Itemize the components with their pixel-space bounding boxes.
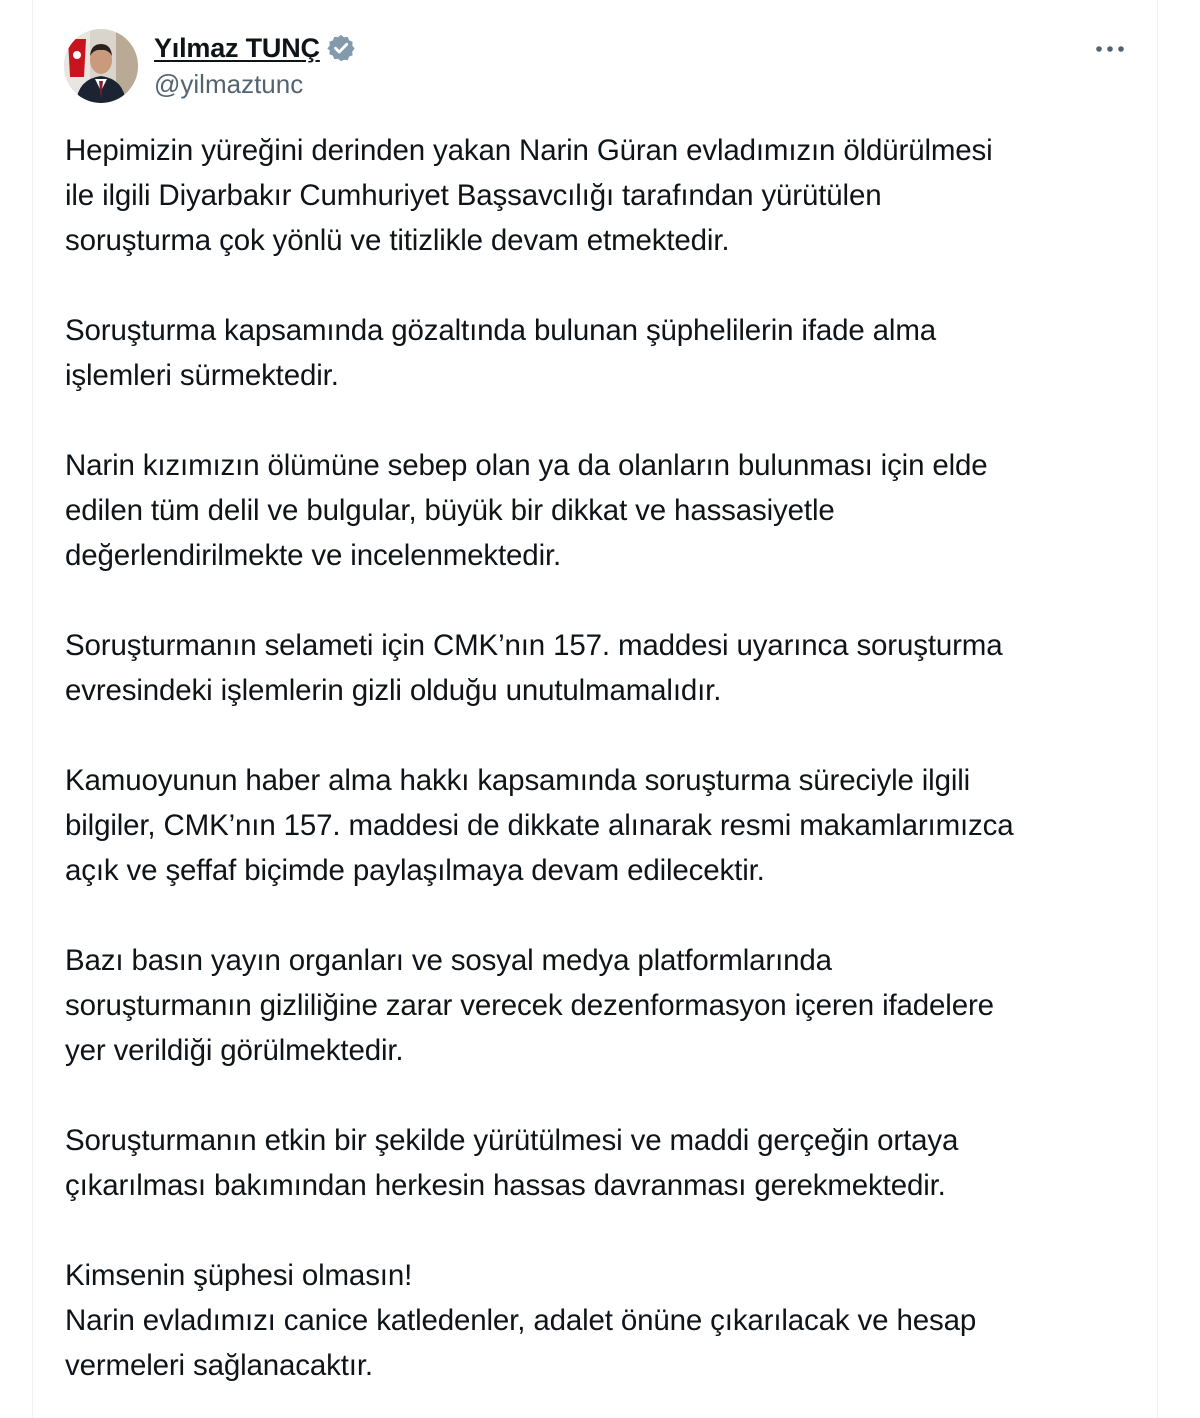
tweet-paragraph: Soruşturmanın selameti için CMK’nın 157. maddesi uyarınca soruşturma evresindeki işlemlerin gizli olduğu unutulmamalıdır. <box>65 629 1003 707</box>
tweet-paragraph: Soruşturmanın etkin bir şekilde yürütülmesi ve maddi gerçeğin ortaya çıkarılması bakımından herkesin hassas davranması gerekmektedir. <box>65 1124 959 1202</box>
more-horizontal-icon <box>1095 45 1125 53</box>
tweet-paragraph: Kamuoyunun haber alma hakkı kapsamında soruşturma süreciyle ilgili bilgiler, CMK’nın 157. maddesi de dikkate alınarak resmi makamlarımızca açık ve şeffaf biçimde paylaşılmaya devam edilecektir. <box>65 764 1014 887</box>
author-name-row <box>154 30 356 66</box>
verified-badge-icon <box>326 33 356 63</box>
tweet-text <box>65 128 1140 1388</box>
more-options-button[interactable] <box>1090 34 1130 64</box>
author-handle[interactable]: @yilmaztunc <box>154 69 304 99</box>
tweet-paragraph: Narin kızımızın ölümüne sebep olan ya da olanların bulunması için elde edilen tüm delil ve bulgular, büyük bir dikkat ve hassasiyetle değerlendirilmekte ve incelenmektedir. <box>65 449 988 572</box>
tweet-paragraph: Hepimizin yüreğini derinden yakan Narin Güran evladımızın öldürülmesi ile ilgili Diyarbakır Cumhuriyet Başsavcılığı tarafından yürütülen soruşturma çok yönlü ve titizlikle devam etmektedir. <box>65 134 993 257</box>
tweet-paragraph: Soruşturma kapsamında gözaltında bulunan şüphelilerin ifade alma işlemleri sürmektedir. <box>65 314 937 392</box>
avatar[interactable] <box>64 29 138 103</box>
tweet-paragraph: Bazı basın yayın organları ve sosyal medya platformlarında soruşturmanın gizliliğine zarar verecek dezenformasyon içeren ifadelere yer verildiği görülmektedir. <box>65 944 994 1067</box>
display-name[interactable]: Yılmaz TUNÇ <box>154 32 320 63</box>
tweet-paragraph: Kimsenin şüphesi olmasın! Narin evladımızı canice katledenler, adalet önüne çıkarılacak ve hesap vermeleri sağlanacaktır. <box>65 1259 977 1382</box>
